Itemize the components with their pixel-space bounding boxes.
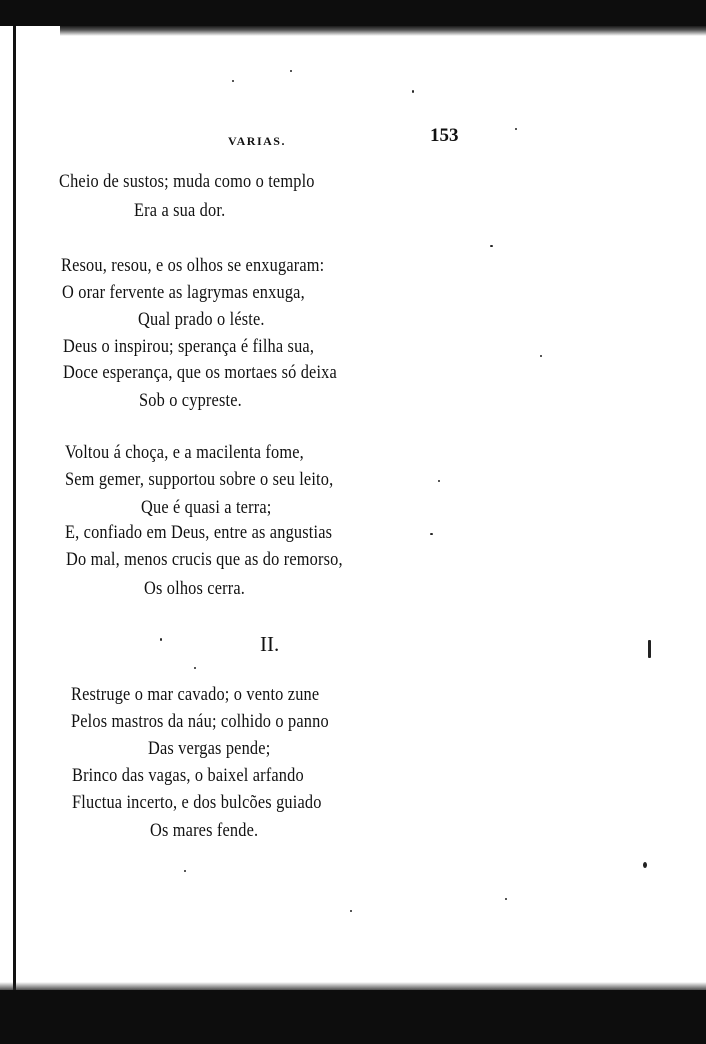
section-number: II. [260,632,280,656]
verse-line: Restruge o mar cavado; o vento zune [71,684,320,705]
scan-speck [430,533,433,535]
verse-line: Do mal, menos crucis que as do remorso, [66,549,343,570]
verse-line: Era a sua dor. [134,200,226,221]
scan-speck [540,355,542,357]
verse-line: Os olhos cerra. [144,578,246,599]
scan-speck [643,862,647,868]
scan-speck [515,128,517,130]
verse-line: Brinco das vagas, o baixel arfando [72,765,304,786]
verse-line: Das vergas pende; [148,738,271,759]
verse-line: Os mares fende. [150,820,259,841]
verse-line: Deus o inspirou; sperança é filha sua, [63,336,315,357]
verse-line: Fluctua incerto, e dos bulcões guiado [72,792,322,813]
scan-border-top-shadow [60,26,706,36]
verse-line: Sem gemer, supportou sobre o seu leito, [65,469,334,490]
scan-speck [490,245,493,247]
verse-line: Voltou á choça, e a macilenta fome, [65,442,304,463]
scan-border-bottom [0,990,706,1044]
page-number: 153 [430,125,459,146]
verse-line: E, confiado em Deus, entre as angustias [65,522,333,543]
scan-speck [412,90,414,93]
scan-speck [194,667,196,669]
verse-line: Doce esperança, que os mortaes só deixa [63,362,337,383]
page-gutter-line [13,26,16,992]
scan-speck [184,870,186,872]
verse-line: Cheio de sustos; muda como o templo [59,171,315,192]
verse-line: Qual prado o léste. [138,309,265,330]
verse-line: Sob o cypreste. [139,390,242,411]
scan-speck [232,80,234,82]
scan-speck [505,898,507,900]
scan-speck [160,638,162,641]
verse-line: O orar fervente as lagrymas enxuga, [62,282,305,303]
scan-speck [350,910,352,912]
verse-line: Que é quasi a terra; [141,497,272,518]
scan-speck [438,480,440,482]
scan-speck [290,70,292,72]
running-head: VARIAS. [228,134,286,148]
verse-line: Resou, resou, e os olhos se enxugaram: [61,255,325,276]
verse-line: Pelos mastros da náu; colhido o panno [71,711,329,732]
scan-speck [648,640,651,658]
scan-border-top [0,0,706,26]
